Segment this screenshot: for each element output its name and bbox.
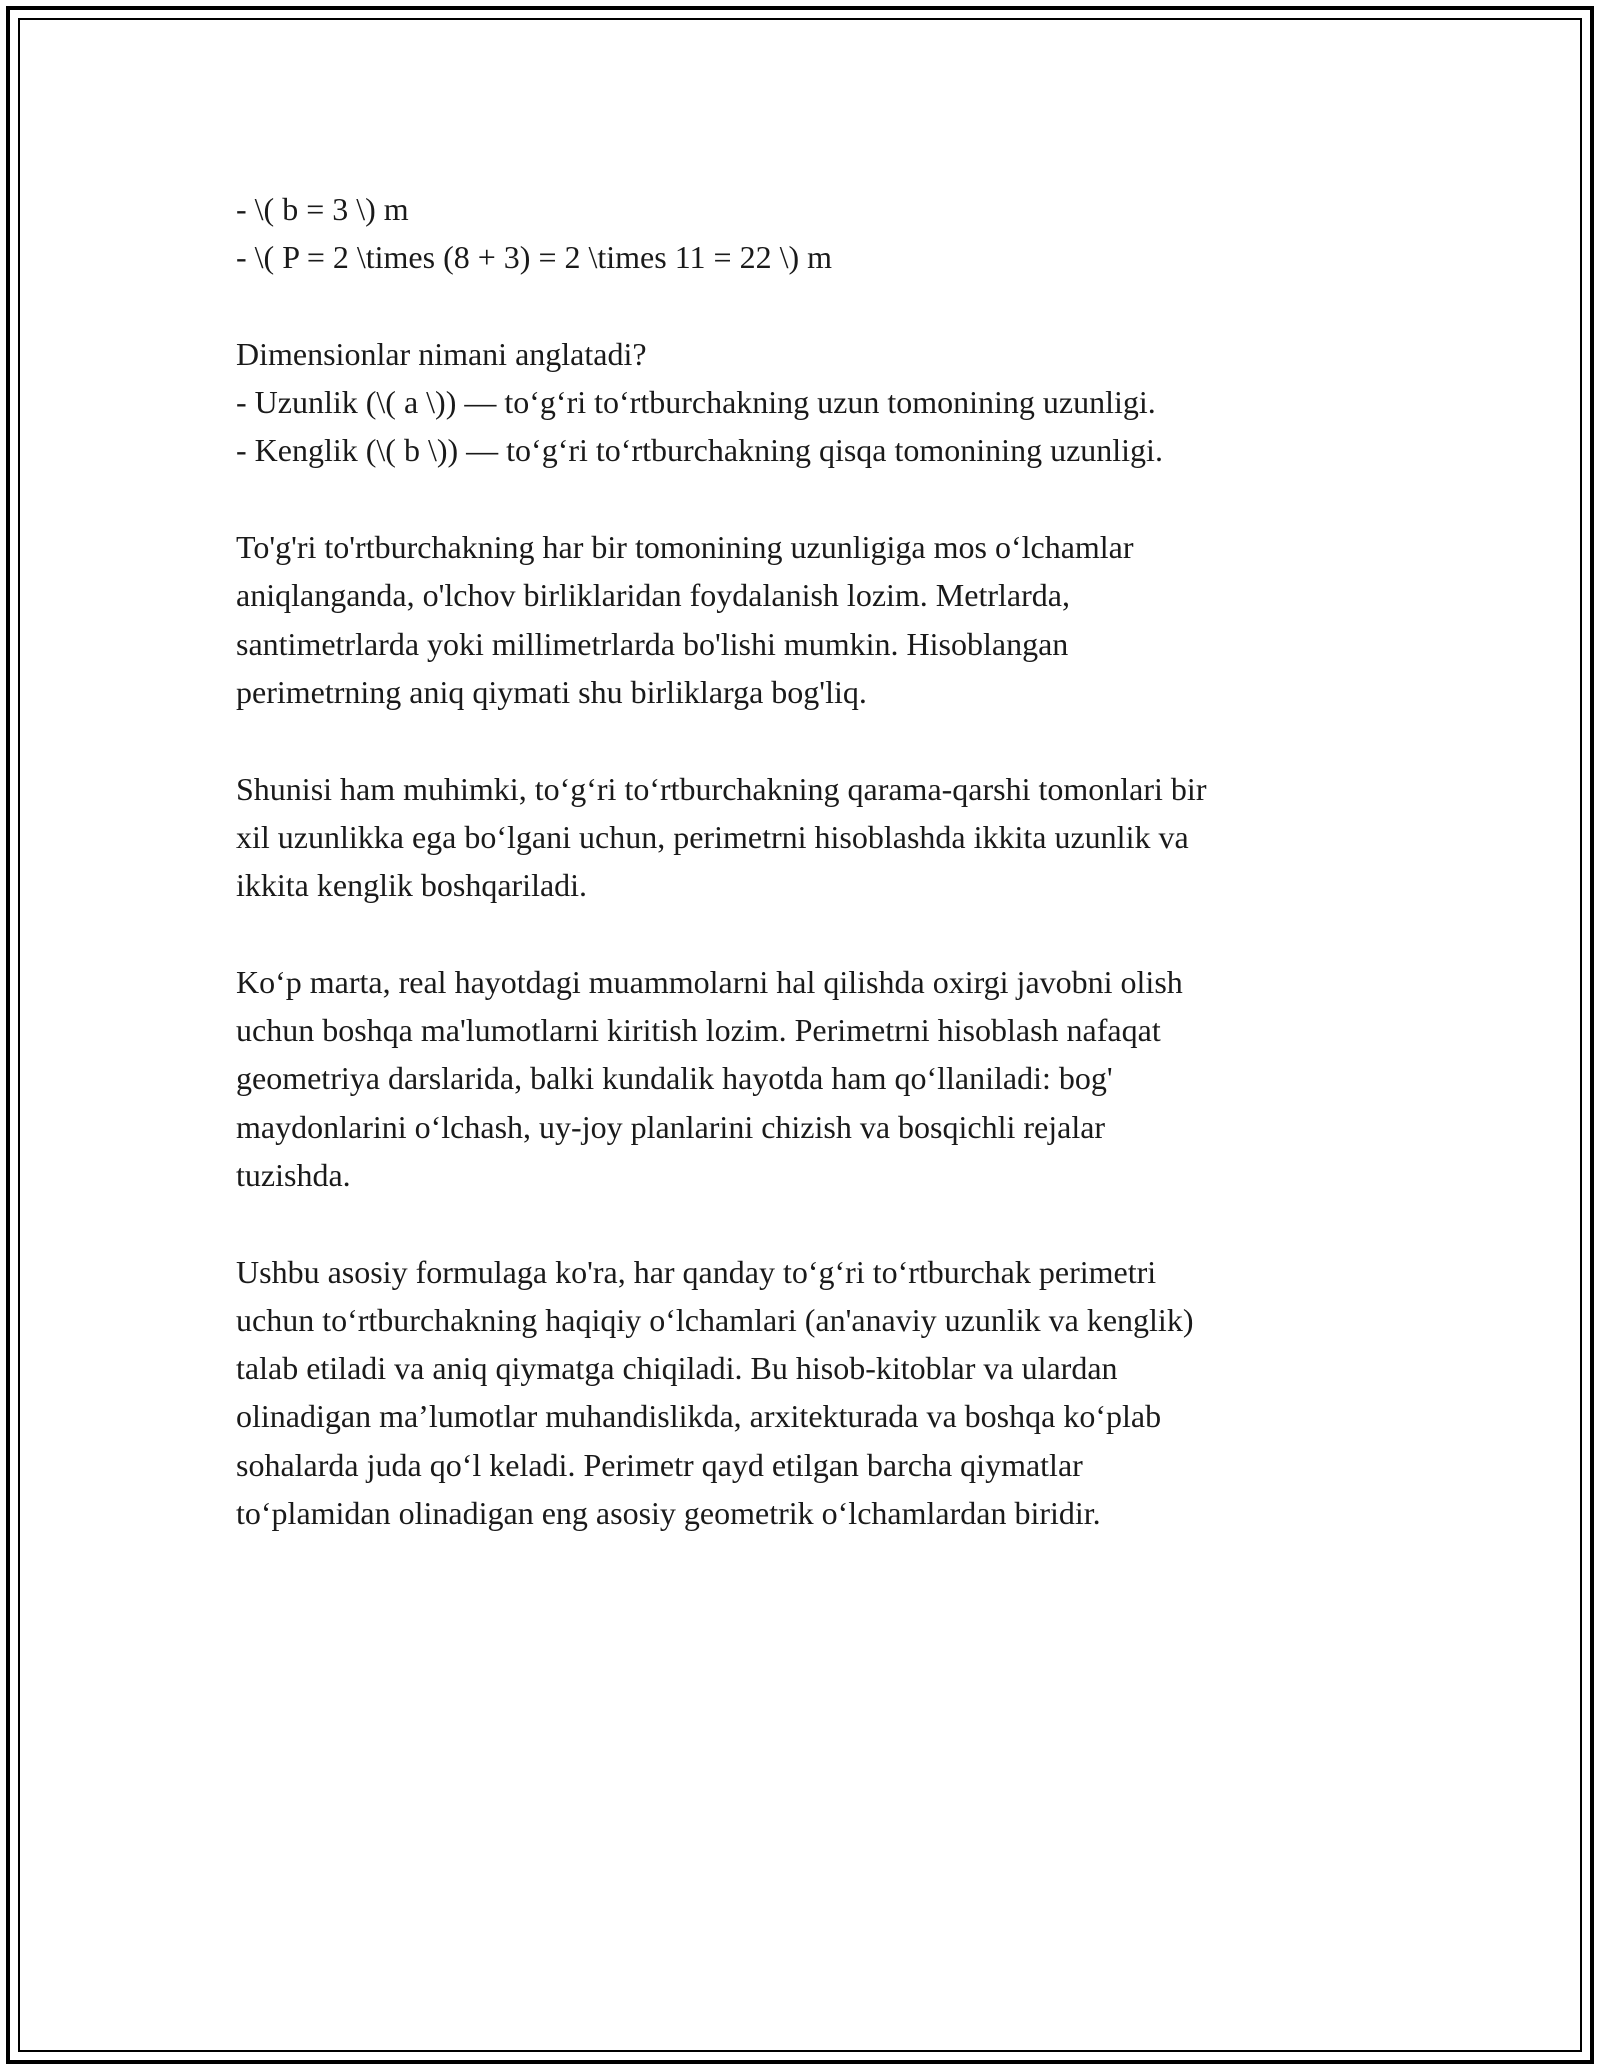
paragraph-line: ikkita kenglik boshqariladi. bbox=[236, 867, 588, 904]
paragraph-line: talab etiladi va aniq qiymatga chiqiladi. Bu hisob-kitoblar va ulardan bbox=[236, 1350, 1118, 1387]
paragraph-line: perimetrning aniq qiymati shu birliklarga bog'liq. bbox=[236, 673, 867, 710]
paragraph-units bbox=[236, 523, 1376, 716]
paragraph-line: To'g'ri to'rtburchakning har bir tomonining uzunligiga mos o‘lchamlar bbox=[236, 529, 1134, 566]
paragraph-conclusion bbox=[236, 1248, 1376, 1538]
paragraph-line: xil uzunlikka ega bo‘lgani uchun, perimetrni hisoblashda ikkita uzunlik va bbox=[236, 818, 1189, 855]
paragraph-line: santimetrlarda yoki millimetrlarda bo'lishi mumkin. Hisoblangan bbox=[236, 625, 1069, 662]
paragraph-line: uchun boshqa ma'lumotlarni kiritish lozim. Perimetrni hisoblash nafaqat bbox=[236, 1012, 1161, 1049]
paragraph-line: maydonlarini o‘lchash, uy-joy planlarini chizish va bosqichli rejalar bbox=[236, 1108, 1106, 1145]
dimension-item-width: - Kenglik (\( b \)) — to‘g‘ri to‘rtburchakning qisqa tomonining uzunligi. bbox=[236, 432, 1163, 469]
formula-lines bbox=[236, 185, 1376, 282]
paragraph-line: geometriya darslarida, balki kundalik hayotda ham qo‘llaniladi: bog' bbox=[236, 1060, 1113, 1097]
paragraph-line: Shunisi ham muhimki, to‘g‘ri to‘rtburchakning qarama-qarshi tomonlari bir bbox=[236, 770, 1207, 807]
paragraph-line: Ko‘p marta, real hayotdagi muammolarni hal qilishda oxirgi javobni olish bbox=[236, 963, 1183, 1000]
paragraph-line: tuzishda. bbox=[236, 1156, 351, 1193]
paragraph-line: olinadigan ma’lumotlar muhandislikda, arxitekturada va boshqa ko‘plab bbox=[236, 1398, 1162, 1435]
formula-line-perimeter: - \( P = 2 \times (8 + 3) = 2 \times 11 = 22 \) m bbox=[236, 239, 832, 276]
dimensions-section bbox=[236, 330, 1376, 475]
paragraph-line: sohalarda juda qo‘l keladi. Perimetr qayd etilgan barcha qiymatlar bbox=[236, 1446, 1083, 1483]
formula-line-b: - \( b = 3 \) m bbox=[236, 191, 409, 227]
paragraph-opposite-sides bbox=[236, 765, 1376, 910]
paragraph-line: to‘plamidan olinadigan eng asosiy geometrik o‘lchamlardan biridir. bbox=[236, 1495, 1101, 1532]
dimension-item-length: - Uzunlik (\( a \)) — to‘g‘ri to‘rtburchakning uzun tomonining uzunligi. bbox=[236, 384, 1156, 421]
document-body bbox=[236, 185, 1376, 1586]
paragraph-line: aniqlanganda, o'lchov birliklaridan foydalanish lozim. Metrlarda, bbox=[236, 577, 1070, 614]
paragraph-line: Ushbu asosiy formulaga ko'ra, har qanday to‘g‘ri to‘rtburchak perimetri bbox=[236, 1253, 1157, 1290]
dimensions-heading: Dimensionlar nimani anglatadi? bbox=[236, 335, 647, 372]
paragraph-real-life bbox=[236, 958, 1376, 1199]
paragraph-line: uchun to‘rtburchakning haqiqiy o‘lchamlari (an'anaviy uzunlik va kenglik) bbox=[236, 1301, 1194, 1338]
